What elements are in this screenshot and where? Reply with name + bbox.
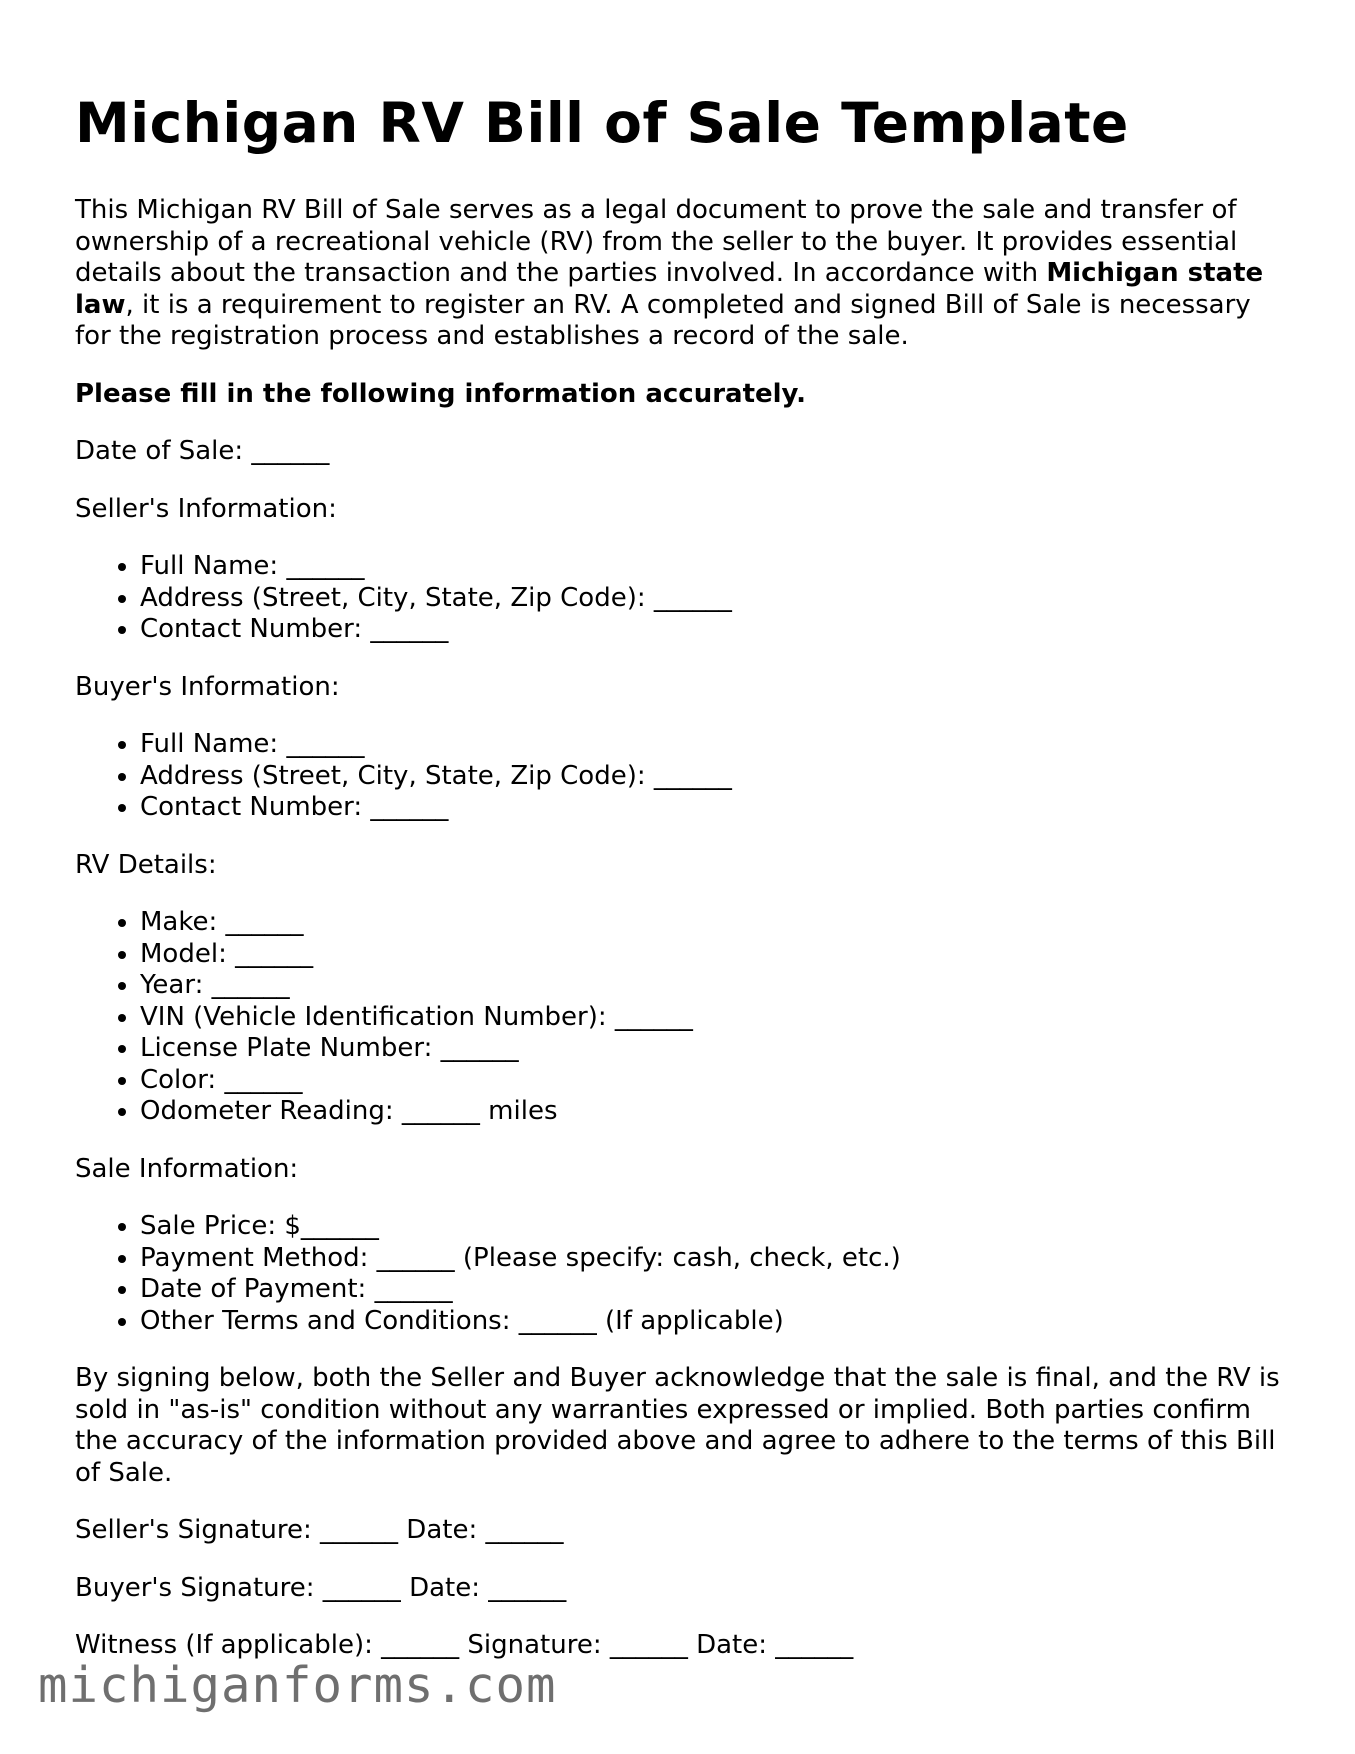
list-item: • License Plate Number: ______ xyxy=(140,1033,1290,1065)
list-item: • Year: ______ xyxy=(140,970,1290,1002)
rv-details-list xyxy=(75,907,1290,1128)
list-item: • Color: ______ xyxy=(140,1065,1290,1097)
witness-signature-line: Witness (If applicable): ______ Signature: ______ Date: ______ xyxy=(75,1630,854,1661)
intro-text-part1: This Michigan RV Bill of Sale serves as a legal document to prove the sale and transfer of ownership of a recreational vehicle (RV) from the seller to the buyer. It provides essential details about the transaction and the parties involved. In accordance with xyxy=(75,195,1238,289)
seller-list xyxy=(75,551,1290,646)
list-item: • Address (Street, City, State, Zip Code): ______ xyxy=(140,761,1290,793)
watermark: michiganforms.com xyxy=(38,1657,557,1714)
sale-info-list xyxy=(75,1211,1290,1337)
buyer-heading: Buyer's Information: xyxy=(75,671,340,702)
buyer-list xyxy=(75,729,1290,824)
instruction-text: Please fill in the following information accurately. xyxy=(75,378,806,409)
buyer-signature-line: Buyer's Signature: ______ Date: ______ xyxy=(75,1572,567,1603)
document-page xyxy=(75,92,1290,1688)
list-item: • Payment Method: ______ (Please specify: cash, check, etc.) xyxy=(140,1243,1290,1275)
seller-signature-line: Seller's Signature: ______ Date: ______ xyxy=(75,1515,564,1546)
list-item: • VIN (Vehicle Identification Number): ______ xyxy=(140,1002,1290,1034)
intro-text-part2: , it is a requirement to register an RV. A completed and signed Bill of Sale is necessary for the registration process and establishes a record of the sale. xyxy=(75,289,1251,352)
rv-details-heading: RV Details: xyxy=(75,849,217,880)
intro-paragraph xyxy=(75,195,1290,353)
list-item: • Make: ______ xyxy=(140,907,1290,939)
acknowledgement-paragraph: By signing below, both the Seller and Buyer acknowledge that the sale is final, and the RV is sold in "as-is" condition without any warranties expressed or implied. Both parties confirm the accuracy of the information provided above and agree to adhere to the terms of this Bill of Sale. xyxy=(75,1363,1280,1488)
list-item: • Contact Number: ______ xyxy=(140,614,1290,646)
list-item: • Date of Payment: ______ xyxy=(140,1274,1290,1306)
document-title: Michigan RV Bill of Sale Template xyxy=(75,91,1129,155)
list-item: • Address (Street, City, State, Zip Code): ______ xyxy=(140,583,1290,615)
intro-bold-law: Michigan state law xyxy=(75,258,1264,320)
list-item: • Other Terms and Conditions: ______ (If applicable) xyxy=(140,1306,1290,1338)
seller-heading: Seller's Information: xyxy=(75,493,337,524)
list-item: • Full Name: ______ xyxy=(140,551,1290,583)
list-item: • Model: ______ xyxy=(140,939,1290,971)
list-item: • Odometer Reading: ______ miles xyxy=(140,1096,1290,1128)
sale-info-heading: Sale Information: xyxy=(75,1153,299,1184)
list-item: • Sale Price: $______ xyxy=(140,1211,1290,1243)
list-item: • Full Name: ______ xyxy=(140,729,1290,761)
date-of-sale-field: Date of Sale: ______ xyxy=(75,436,330,467)
list-item: • Contact Number: ______ xyxy=(140,792,1290,824)
